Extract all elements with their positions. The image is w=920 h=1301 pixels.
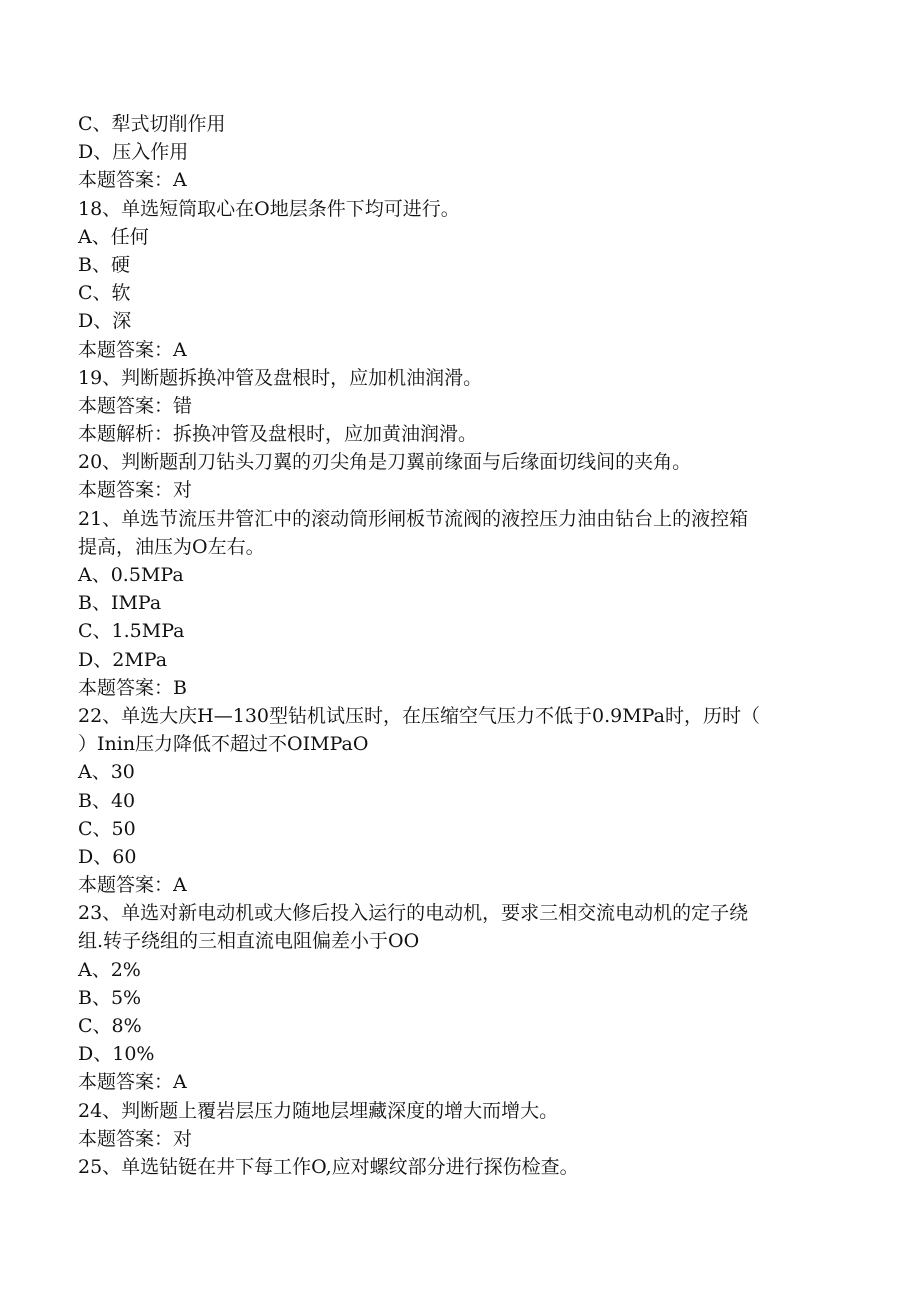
text-line: A、2%	[78, 958, 141, 981]
text-line: A、30	[78, 761, 135, 784]
text-line: 22、单选大庆H—130型钻机试压时，在压缩空气压力不低于0.9MPa时，历时（	[78, 704, 760, 727]
text-line: C、犁式切削作用	[78, 113, 226, 135]
text-line: C、8%	[78, 1015, 142, 1037]
text-line: 本题解析：拆换冲管及盘根时，应加黄油润滑。	[78, 423, 478, 446]
text-line: 25、单选钻铤在井下每工作O,应对螺纹部分进行探伤检查。	[78, 1155, 579, 1178]
text-line: 本题答案：对	[78, 479, 193, 502]
text-line: 本题答案：对	[78, 1127, 193, 1150]
text-line: 本题答案：A	[78, 874, 187, 897]
text-line: B、硬	[78, 253, 130, 276]
text-line: D、60	[78, 845, 137, 868]
text-line: 20、判断题刮刀钻头刀翼的刃尖角是刀翼前缘面与后缘面切线间的夹角。	[78, 451, 692, 474]
text-line: D、10%	[78, 1043, 155, 1066]
text-line: 本题答案：错	[78, 394, 193, 417]
text-line: B、40	[78, 789, 136, 812]
text-line: 本题答案：B	[78, 676, 187, 699]
text-line: A、0.5MPa	[78, 564, 184, 586]
text-line: 提高，油压为O左右。	[78, 535, 265, 558]
text-line: B、5%	[78, 986, 142, 1009]
text-line: B、IMPa	[78, 592, 162, 615]
text-line: C、1.5MPa	[78, 620, 185, 643]
text-line: C、软	[78, 282, 131, 305]
text-line: D、深	[78, 310, 132, 333]
text-line: 24、判断题上覆岩层压力随地层埋藏深度的增大而增大。	[78, 1099, 559, 1122]
text-line: D、压入作用	[78, 141, 189, 164]
text-line: ）Inin压力降低不超过不OIMPaO	[78, 733, 369, 756]
text-line: 本题答案：A	[78, 338, 187, 361]
text-line: 19、判断题拆换冲管及盘根时，应加机油润滑。	[78, 366, 483, 389]
text-line: 本题答案：A	[78, 169, 187, 192]
text-line: 23、单选对新电动机或大修后投入运行的电动机，要求三相交流电动机的定子绕	[78, 902, 749, 925]
text-line: D、2MPa	[78, 648, 168, 671]
text-line: C、50	[78, 817, 136, 840]
document-page	[78, 110, 840, 1181]
text-line: 本题答案：A	[78, 1071, 187, 1094]
text-line: 组.转子绕组的三相直流电阻偏差小于OO	[78, 930, 420, 953]
text-line: 18、单选短筒取心在O地层条件下均可进行。	[78, 197, 460, 220]
text-line: 21、单选节流压井管汇中的滚动筒形闸板节流阀的液控压力油由钻台上的液控箱	[78, 507, 749, 530]
text-line: A、任何	[78, 225, 149, 248]
